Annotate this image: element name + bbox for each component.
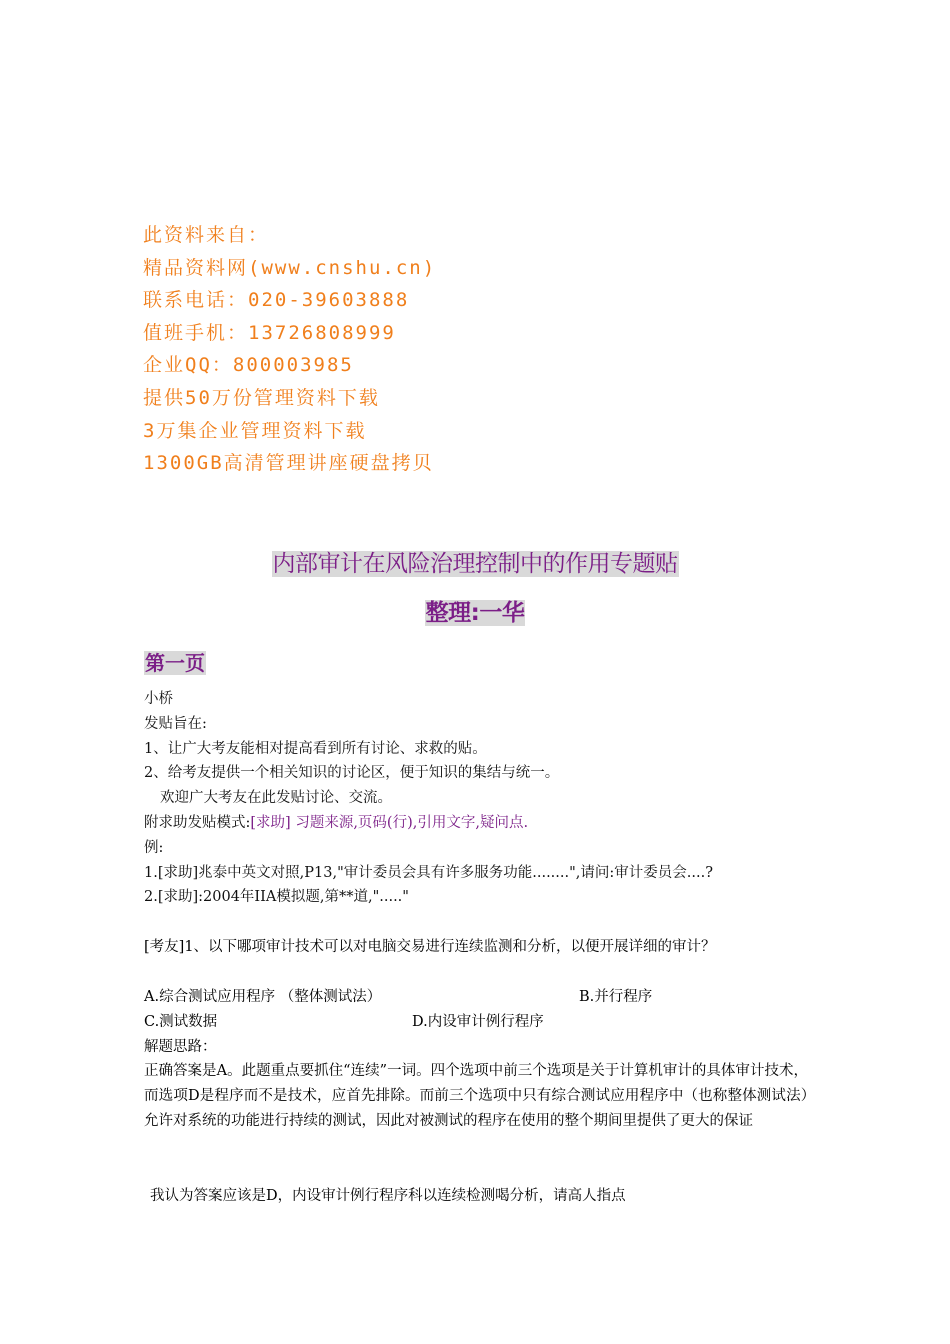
purpose-point: 2、给考友提供一个相关知识的讨论区，便于知识的集结与统一。 <box>144 765 560 782</box>
welcome-text: 欢迎广大考友在此发贴讨论、交流。 <box>160 790 392 807</box>
promo-line: 此资料来自： <box>143 224 270 246</box>
promo-line: 1300GB高清管理讲座硬盘拷贝 <box>143 452 434 475</box>
promo-line: 联系电话：020-39603888 <box>143 289 410 312</box>
purpose-point: 1、让广大考友能相对提高看到所有讨论、求救的贴。 <box>144 740 487 757</box>
format-value: [求助] 习题来源,页码(行),引用文字,疑问点. <box>250 814 529 831</box>
promo-line: 值班手机：13726808999 <box>143 321 396 344</box>
source-info-block <box>143 219 436 480</box>
purpose-label: 发贴旨在: <box>144 715 207 732</box>
promo-line: 提供50万份管理资料下载 <box>143 386 380 409</box>
document-title: 内部审计在风险治理控制中的作用专题贴 <box>272 551 678 577</box>
solution-label: 解题思路： <box>144 1038 217 1055</box>
option-c: C.测试数据 <box>144 1013 218 1030</box>
example-line: 2.[求助]:2004年IIA模拟题,第**道,"....." <box>144 889 409 906</box>
options-block <box>144 985 816 1059</box>
format-line <box>144 811 816 836</box>
option-b: B.并行程序 <box>579 989 653 1005</box>
format-label: 附求助发贴模式: <box>144 814 251 831</box>
reply-text: 我认为答案应该是D，内设审计例行程序科以连续检测喝分析，请高人指点 <box>150 1188 626 1204</box>
section-heading: 第一页 <box>145 651 205 675</box>
promo-line: 精品资料网(www.cnshu.cn) <box>143 256 437 279</box>
promo-line: 企业QQ：800003985 <box>143 354 354 377</box>
option-d: D.内设审计例行程序 <box>412 1013 544 1030</box>
solution-text: 正确答案是A。此题重点要抓住“连续”一词。四个选项中前三个选项是关于计算机审计的具体审计技术，而选项D是程序而不是技术，应首先排除。而前三个选项中只有综合测试应用程序中（也称整体测试法）允许对系统的功能进行持续的测试，因此对被测试的程序在使用的整个期间里提供了更大的保证 <box>144 1063 808 1129</box>
promo-line: 3万集企业管理资料下载 <box>143 419 367 442</box>
example-label: 例: <box>144 839 164 856</box>
author: 小桥 <box>144 691 173 707</box>
example-line: 1.[求助]兆泰中英文对照,P13,"审计委员会具有许多服务功能........",请问:审计委员会....? <box>144 864 713 881</box>
question-text: [考友]1、以下哪项审计技术可以对电脑交易进行连续监测和分析，以便开展详细的审计？ <box>144 939 716 955</box>
document-subtitle: 整理:一华 <box>425 600 525 626</box>
intro-block <box>144 687 816 910</box>
option-a: A.综合测试应用程序 （整体测试法） <box>144 989 382 1005</box>
